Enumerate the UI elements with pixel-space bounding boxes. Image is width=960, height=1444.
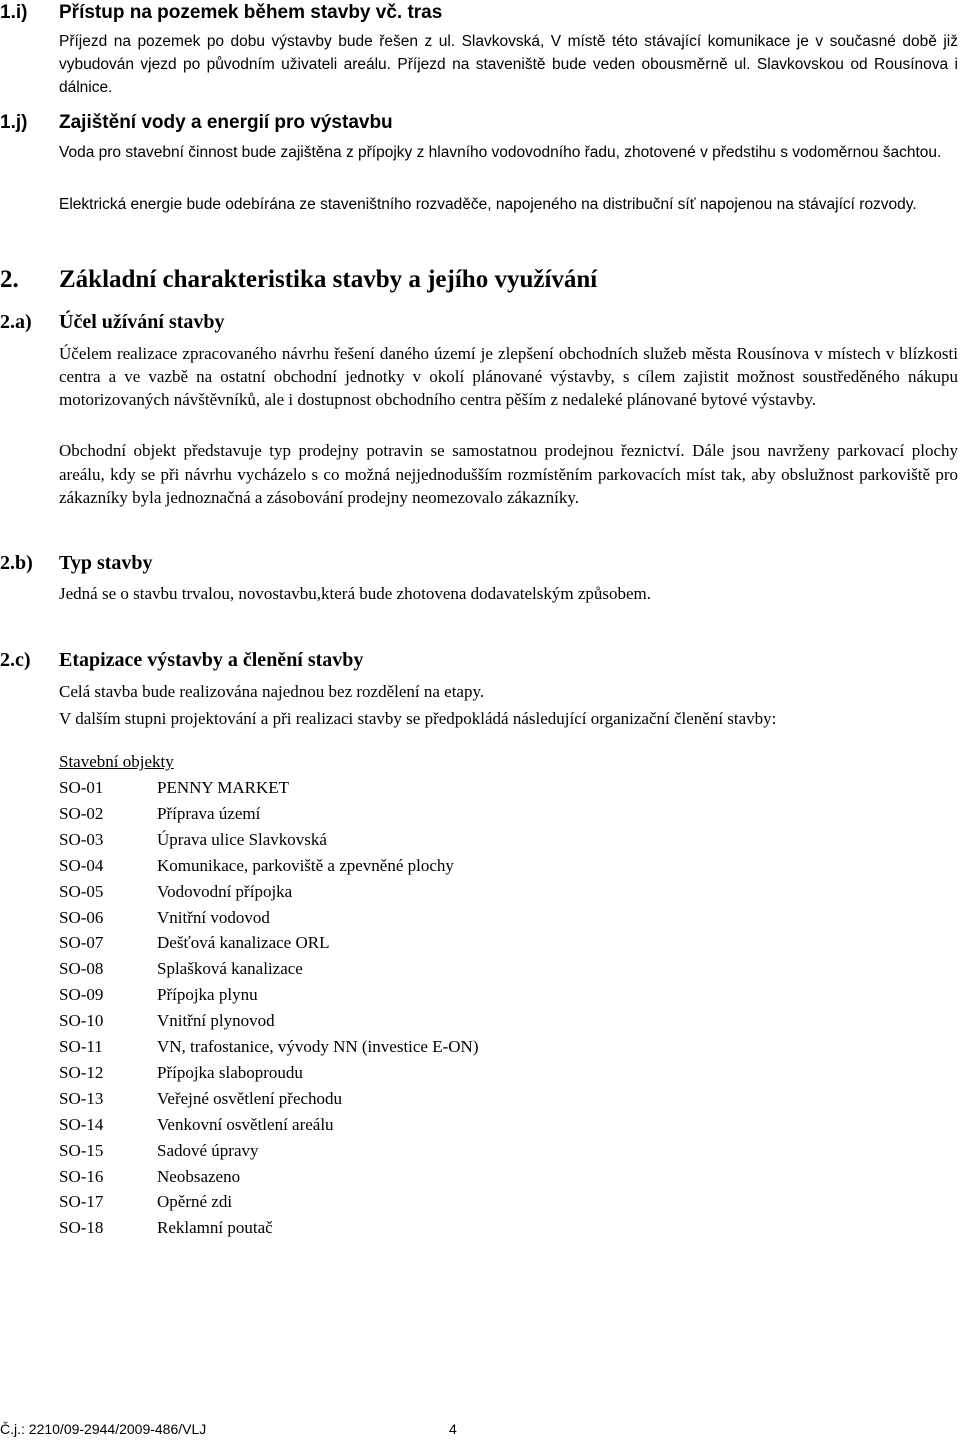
object-code: SO-05 — [59, 881, 104, 901]
object-code: SO-13 — [59, 1088, 104, 1108]
document-reference: Č.j.: 2210/09-2944/2009-486/VLJ — [0, 1421, 207, 1437]
object-code: SO-06 — [59, 907, 104, 927]
section-title: Přístup na pozemek během stavby vč. tras — [59, 2, 443, 23]
paragraph: V dalším stupni projektování a při realizaci stavby se předpokládá následující organizační členění stavby: — [59, 709, 777, 728]
section-number: 1.j) — [0, 112, 28, 133]
object-code: SO-10 — [59, 1011, 104, 1031]
paragraph: Voda pro stavební činnost bude zajištěna z přípojky z hlavního vodovodního řadu, zhotovené v předstihu s vodoměrnou šachtou. — [59, 144, 942, 161]
section-title: Zajištění vody a energií pro výstavbu — [59, 112, 393, 133]
object-code: SO-09 — [59, 985, 104, 1005]
section-title: Etapizace výstavby a členění stavby — [59, 649, 364, 671]
section-number: 2.a) — [0, 311, 32, 333]
object-name: VN, trafostanice, vývody NN (investice E-ON) — [157, 1037, 479, 1056]
object-code: SO-04 — [59, 855, 104, 875]
object-code: SO-12 — [59, 1062, 104, 1082]
object-code: SO-02 — [59, 803, 104, 823]
page-number: 4 — [449, 1421, 457, 1437]
paragraph: Elektrická energie bude odebírána ze staveništního rozvaděče, napojeného na distribuční síť napojenou na stávající rozvody. — [59, 196, 917, 213]
object-code: SO-08 — [59, 959, 104, 979]
object-code: SO-15 — [59, 1140, 104, 1160]
section-number: 2.b) — [0, 552, 33, 574]
paragraph: Příjezd na pozemek po dobu výstavby bude řešen z ul. Slavkovská, V místě této stávající komunikace je v současné době již vybudován vjezd po původním uživateli areálu. Příjezd na staveniště bude veden obousměrně ul. Slavkovskou od Rousínova i dálnice. — [59, 33, 958, 96]
object-code: SO-16 — [59, 1166, 104, 1186]
object-code: SO-11 — [59, 1037, 103, 1056]
object-code: SO-14 — [59, 1114, 104, 1134]
paragraph: Obchodní objekt představuje typ prodejny potravin se samostatnou prodejnou řeznictví. Dále jsou navrženy parkovací plochy areálu, kdy se při návrhu vycházelo s co možná nejjednodušším rozmístěním parkovacích míst tak, aby obslužnost parkoviště pro zákazníky byla jednoznačná a zásobování prodejny neomezovalo zákazníky. — [59, 441, 958, 507]
object-code: SO-07 — [59, 933, 104, 953]
object-name: Venkovní osvětlení areálu — [157, 1114, 334, 1134]
object-name: Splašková kanalizace — [157, 959, 303, 979]
object-name: PENNY MARKET — [157, 778, 290, 797]
object-name: Neobsazeno — [157, 1166, 241, 1186]
section-number: 2.c) — [0, 649, 31, 671]
object-name: Úprava ulice Slavkovská — [157, 829, 327, 849]
object-name: Vnitřní vodovod — [157, 907, 270, 927]
objects-header: Stavební objekty — [59, 752, 174, 771]
object-name: Reklamní poutač — [157, 1218, 273, 1238]
object-name: Vodovodní přípojka — [157, 881, 293, 901]
section-title: Typ stavby — [59, 552, 153, 574]
object-name: Přípojka slaboproudu — [157, 1062, 303, 1082]
object-name: Vnitřní plynovod — [157, 1011, 275, 1031]
object-code: SO-18 — [59, 1218, 104, 1238]
object-code: SO-01 — [59, 778, 104, 797]
object-code: SO-17 — [59, 1192, 104, 1212]
chapter-title: Základní charakteristika stavby a jejího využívání — [59, 266, 598, 293]
object-code: SO-03 — [59, 829, 104, 849]
paragraph: Účelem realizace zpracovaného návrhu řešení daného území je zlepšení obchodních služeb města Rousínova v místech v blízkosti centra a ve vazbě na ostatní obchodní jednotky v okolí plánované výstavby, s cílem zajistit možnost soustředěného nákupu motorizovaných návštěvníků, ale i dostupnost obchodního centra pěším z nedaleké plánované bytové výstavby. — [59, 344, 958, 409]
object-name: Dešťová kanalizace ORL — [157, 933, 330, 953]
paragraph: Jedná se o stavbu trvalou, novostavbu,která bude zhotovena dodavatelským způsobem. — [59, 584, 652, 603]
object-name: Veřejné osvětlení přechodu — [157, 1088, 343, 1108]
section-title: Účel užívání stavby — [59, 311, 225, 333]
paragraph: Celá stavba bude realizována najednou bez rozdělení na etapy. — [59, 682, 485, 701]
object-name: Příprava území — [157, 803, 261, 823]
chapter-number: 2. — [0, 266, 19, 293]
object-name: Opěrné zdi — [157, 1192, 233, 1212]
object-name: Komunikace, parkoviště a zpevněné plochy — [157, 855, 454, 875]
object-name: Přípojka plynu — [157, 985, 258, 1005]
object-name: Sadové úpravy — [157, 1140, 259, 1160]
section-number: 1.i) — [0, 2, 28, 23]
